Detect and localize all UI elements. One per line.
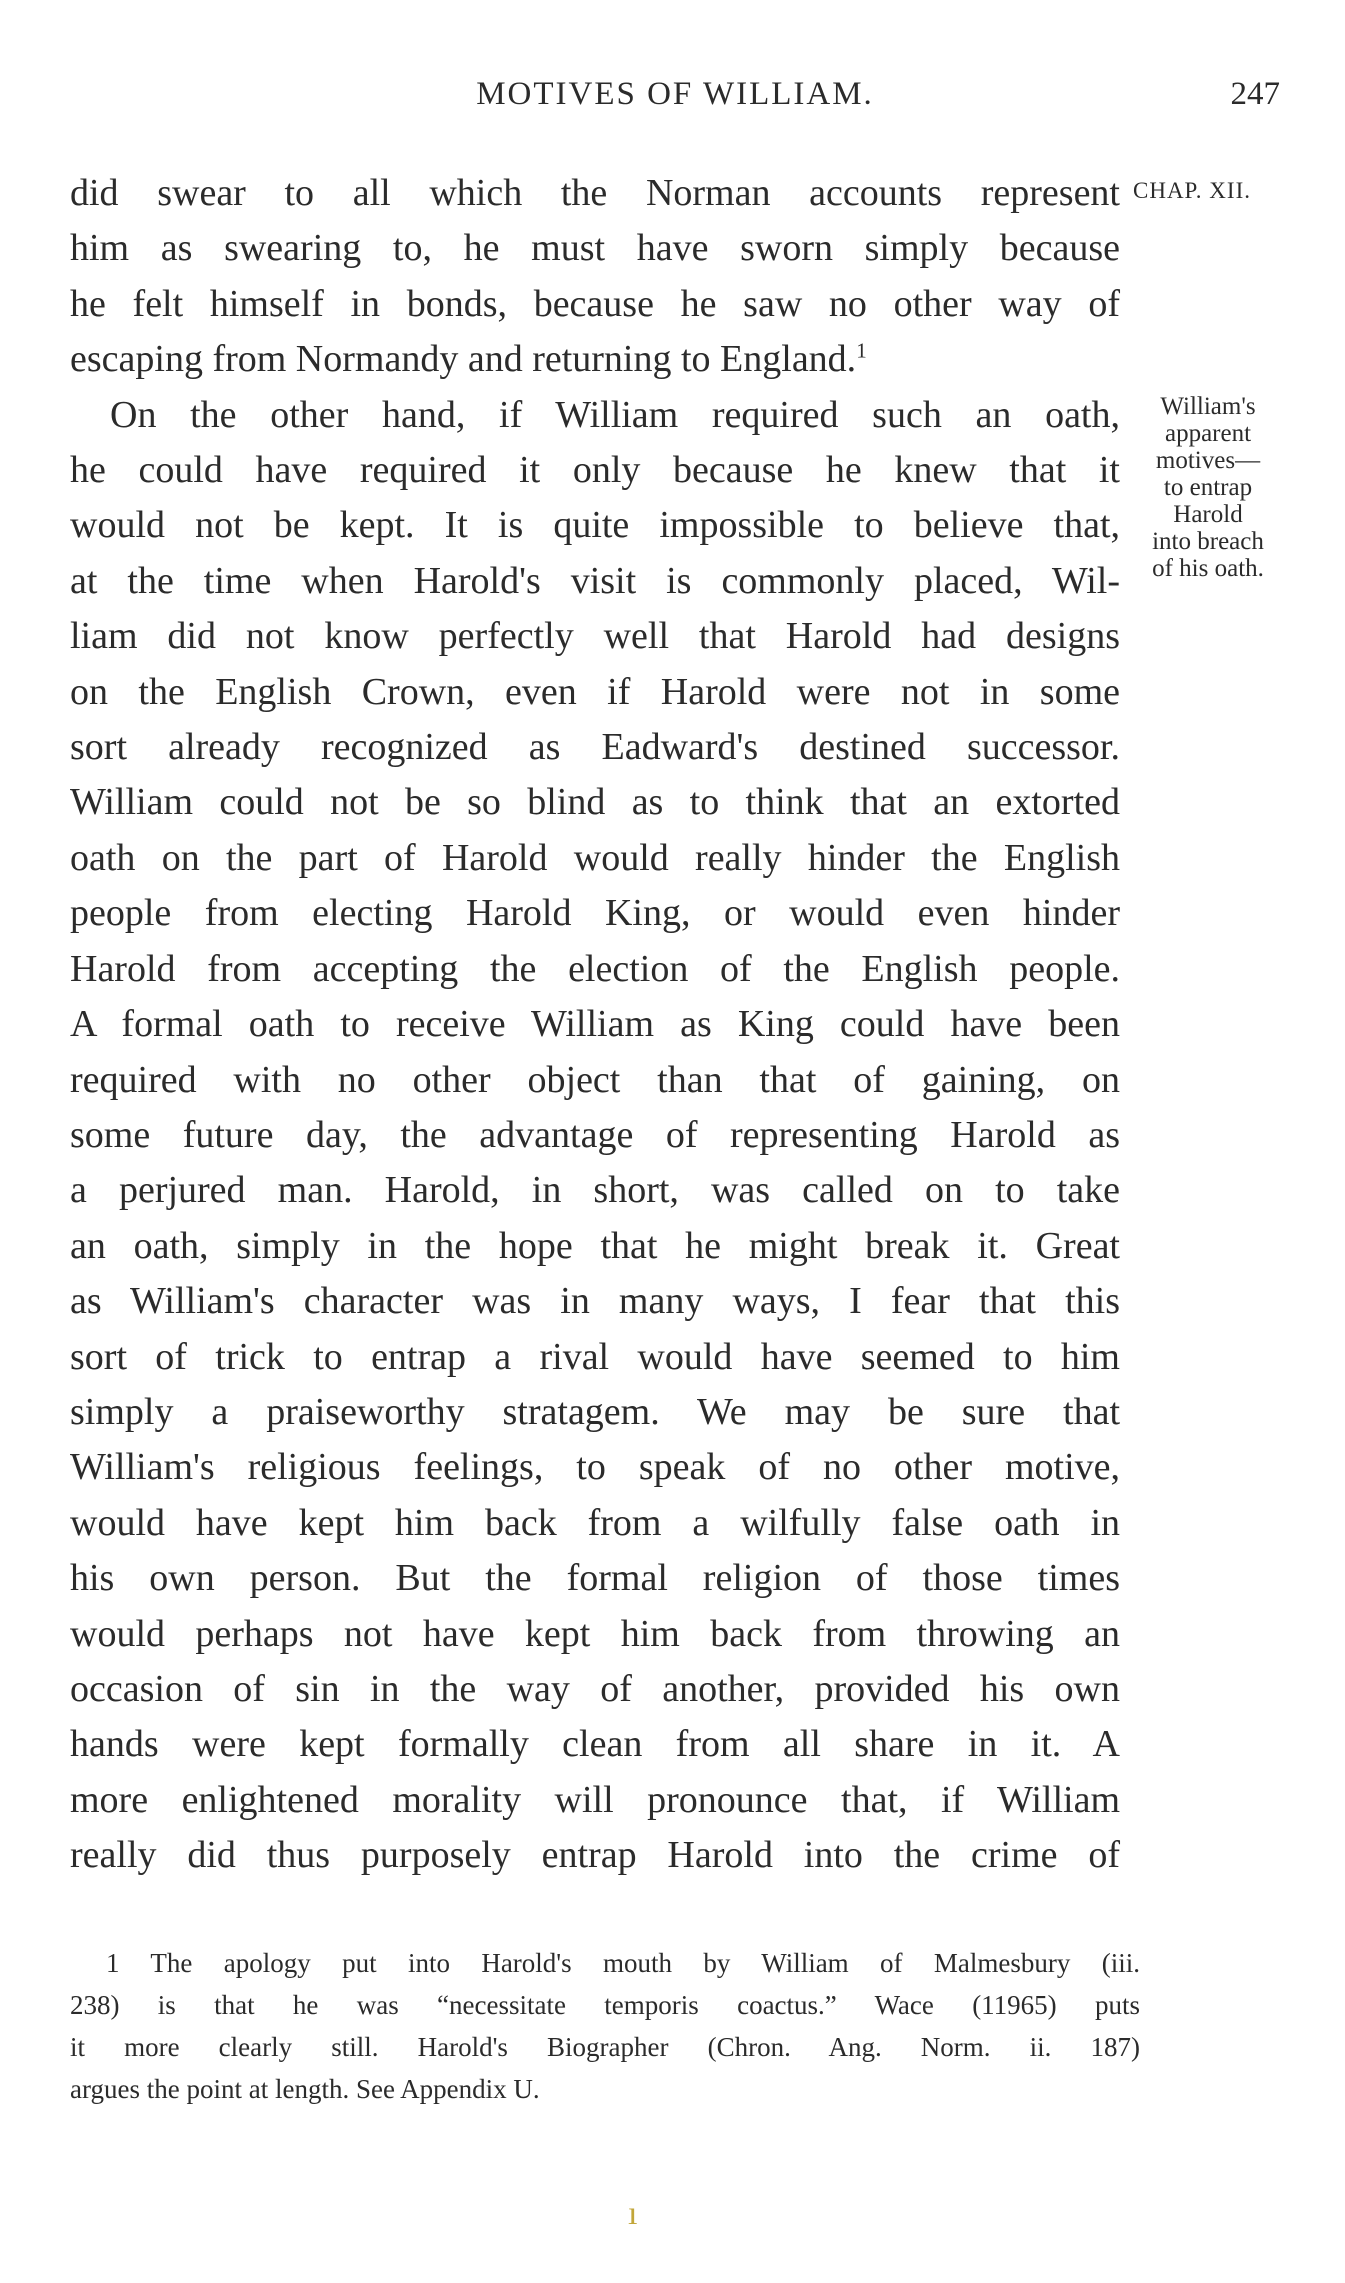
text-line: some future day, the advantage of representing Harold as (70, 1113, 1120, 1156)
text-line: would have kept him back from a wilfully false oath in (70, 1501, 1120, 1544)
text-line: required with no other object than that of gaining, on (70, 1058, 1120, 1101)
text-line: him as swearing to, he must have sworn simply because (70, 227, 1120, 270)
footnote-line (70, 1942, 1140, 1984)
printer-mark: ı (628, 2195, 638, 2232)
footnote-line: it more clearly still. Harold's Biographer (Chron. Ang. Norm. ii. 187) (70, 2032, 1140, 2062)
text-line: at the time when Harold's visit is commonly placed, Wil- (70, 559, 1120, 602)
text-line: William's religious feelings, to speak of no other motive, (70, 1446, 1120, 1489)
side-note-line: into breach (1152, 528, 1264, 555)
text-line: he could have required it only because he knew that it (70, 449, 1120, 492)
text-line: sort of trick to entrap a rival would have seemed to him (70, 1335, 1120, 1378)
marginal-side-note (1128, 393, 1288, 582)
text-line: hands were kept formally clean from all share in it. A (70, 1723, 1120, 1766)
text-line: On the other hand, if William required such an oath, (110, 393, 1120, 436)
footnote-line: argues the point at length. See Appendix U. (70, 2074, 540, 2104)
text-line: liam did not know perfectly well that Harold had designs (70, 615, 1120, 658)
text-line-with-footnote (70, 332, 1120, 387)
text-line: occasion of sin in the way of another, provided his own (70, 1667, 1120, 1710)
text-line: people from electing Harold King, or would even hinder (70, 892, 1120, 935)
footnote-line: 238) is that he was “necessitate temporis coactus.” Wace (11965) puts (70, 1990, 1140, 2020)
text-line: Harold from accepting the election of the English people. (70, 947, 1120, 990)
text-line: he felt himself in bonds, because he saw no other way of (70, 282, 1120, 325)
text-line: oath on the part of Harold would really hinder the English (70, 836, 1120, 879)
text-line: would not be kept. It is quite impossible to believe that, (70, 504, 1120, 547)
body-text (70, 166, 1120, 1884)
text-line: really did thus purposely entrap Harold into the crime of (70, 1834, 1120, 1877)
text-line: an oath, simply in the hope that he might break it. Great (70, 1224, 1120, 1267)
page-number: 247 (1230, 76, 1280, 112)
chapter-marginal-label: CHAP. XII. (1133, 178, 1251, 203)
text-line: more enlightened morality will pronounce that, if William (70, 1778, 1120, 1821)
footnote-text: The apology put into Harold's mouth by William of Malmesbury (iii. (150, 1948, 1141, 1978)
text-line: on the English Crown, even if Harold were not in some (70, 670, 1120, 713)
text-line: William could not be so blind as to think that an extorted (70, 781, 1120, 824)
text-line: his own person. But the formal religion of those times (70, 1557, 1120, 1600)
footnote (70, 1942, 1140, 2110)
side-note-line: of his oath. (1152, 555, 1264, 582)
running-head: MOTIVES OF WILLIAM. (476, 76, 874, 112)
text-line: did swear to all which the Norman accounts represent (70, 172, 1120, 214)
text-line: escaping from Normandy and returning to England. (70, 338, 857, 381)
text-line: a perjured man. Harold, in short, was called on to take (70, 1169, 1120, 1212)
side-note-line: Harold (1173, 501, 1243, 528)
side-note-line: to entrap (1163, 474, 1253, 501)
footnote-marker: 1 (106, 1948, 120, 1978)
side-note-line: William's (1160, 393, 1256, 420)
side-note-line: apparent (1164, 420, 1252, 447)
text-line: as William's character was in many ways, I fear that this (70, 1280, 1120, 1323)
side-note-line: motives— (1155, 447, 1261, 474)
text-line: A formal oath to receive William as King could have been (70, 1003, 1120, 1046)
text-line: simply a praiseworthy stratagem. We may be sure that (70, 1390, 1120, 1433)
text-line: sort already recognized as Eadward's destined successor. (70, 726, 1120, 769)
text-line: would perhaps not have kept him back from throwing an (70, 1612, 1120, 1655)
page-header (70, 72, 1280, 122)
footnote-reference[interactable]: 1 (856, 338, 867, 363)
